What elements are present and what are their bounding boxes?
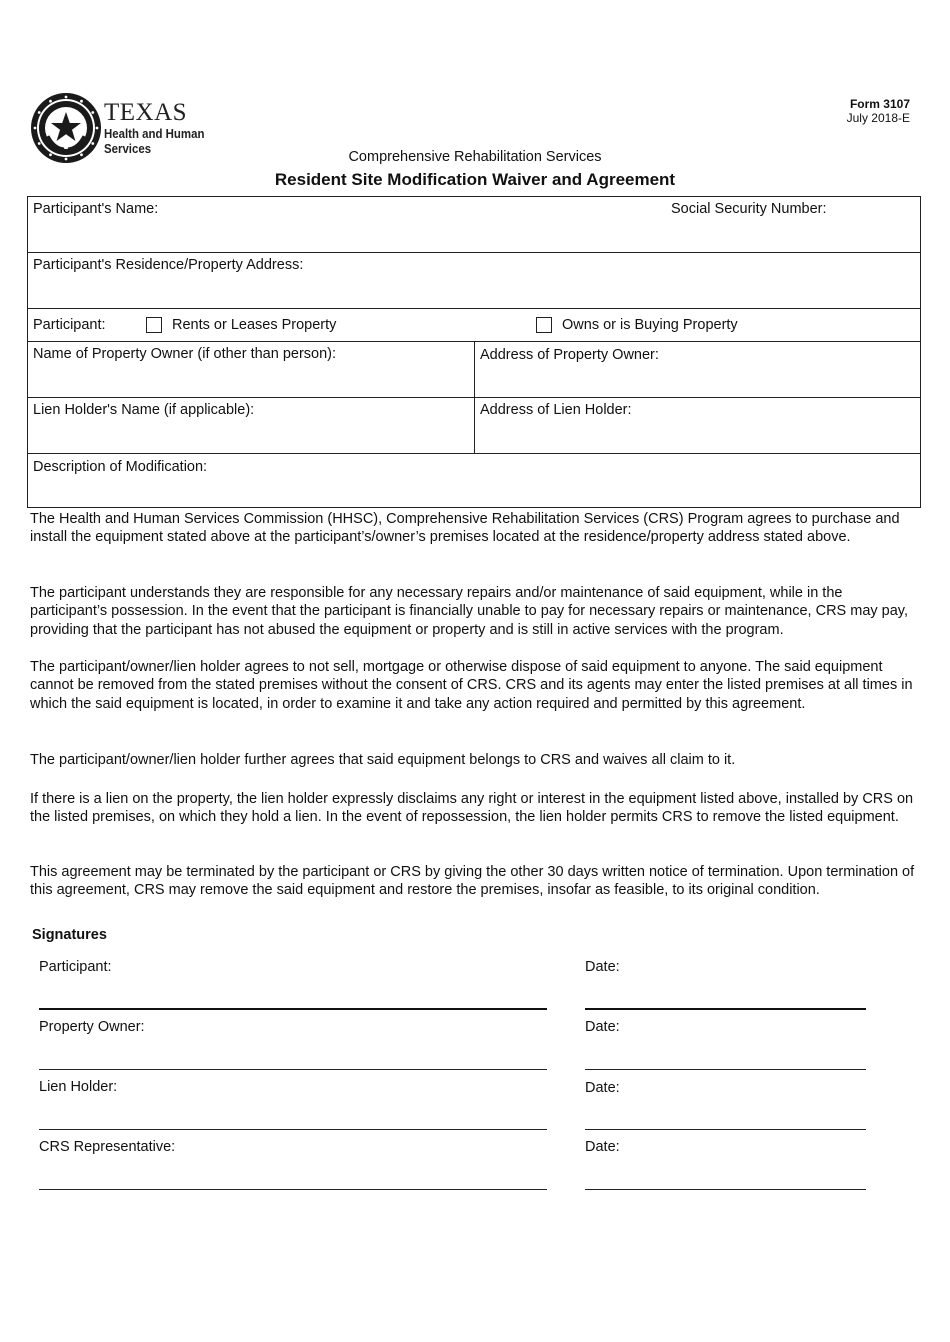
property-owner-date-line[interactable] bbox=[585, 1069, 866, 1070]
agreement-paragraph: This agreement may be terminated by the participant or CRS by giving the other 30 days written notice of termination. Upon termination of this agreement, CRS may remove the said equipment and restore the premises, insofar as feasible, to its original condition. bbox=[30, 864, 915, 899]
property-owner-signature-line[interactable] bbox=[39, 1069, 547, 1070]
lien-holder-date-label: Date: bbox=[585, 1080, 620, 1096]
agency-name: Comprehensive Rehabilitation Services bbox=[348, 149, 602, 165]
owns-checkbox[interactable] bbox=[536, 317, 552, 333]
crs-representative-signature-line[interactable] bbox=[39, 1189, 547, 1190]
crs-representative-date-line[interactable] bbox=[585, 1189, 866, 1190]
lien-holder-name-field[interactable]: Lien Holder's Name (if applicable): bbox=[33, 402, 255, 418]
logo-subtitle-line1: Health and Human bbox=[104, 126, 205, 141]
lien-holder-signature-line[interactable] bbox=[39, 1129, 547, 1130]
participant-status-label: Participant: bbox=[33, 317, 106, 333]
participant-info-table bbox=[27, 196, 921, 508]
page-title: Resident Site Modification Waiver and Agreement bbox=[274, 170, 676, 189]
logo-title: TEXAS bbox=[104, 99, 188, 126]
owner-address-field[interactable]: Address of Property Owner: bbox=[480, 347, 659, 363]
form-date: July 2018-E bbox=[846, 111, 910, 125]
crs-representative-date-label: Date: bbox=[585, 1139, 620, 1155]
lien-holder-date-line[interactable] bbox=[585, 1129, 866, 1130]
participant-date-label: Date: bbox=[585, 959, 620, 975]
lien-holder-signature-label: Lien Holder: bbox=[39, 1079, 118, 1095]
agreement-paragraph: The participant/owner/lien holder further agrees that said equipment belongs to CRS and waives all claim to it. bbox=[30, 752, 736, 768]
signatures-heading: Signatures bbox=[32, 927, 107, 943]
agreement-paragraph: The Health and Human Services Commission (HHSC), Comprehensive Rehabilitation Services (CRS) Program agrees to purchase and install the equipment stated above at the participant’s/owner’s premises located at the residence/property address stated above. bbox=[30, 511, 900, 546]
residence-address-field[interactable]: Participant's Residence/Property Address: bbox=[33, 257, 304, 273]
participant-name-field[interactable]: Participant's Name: bbox=[33, 201, 159, 217]
agreement-paragraph: The participant understands they are responsible for any necessary repairs and/or maintenance of said equipment, while in the participant’s possession. In the event that the participant is financially unable to pay for necessary repairs or maintenance, CRS may pay, providing that the participant has not abused the equipment or property and is still in active services with the program. bbox=[30, 585, 908, 638]
participant-signature-line[interactable] bbox=[39, 1008, 547, 1010]
agreement-paragraph: The participant/owner/lien holder agrees to not sell, mortgage or otherwise dispose of said equipment to anyone. The said equipment cannot be removed from the stated premises without the consent of CRS. CRS and its agents may enter the listed premises at all times in which the said equipment is located, in order to examine it and take any action required and permitted by this agreement. bbox=[30, 659, 913, 712]
owns-label: Owns or is Buying Property bbox=[562, 317, 738, 333]
participant-signature-label: Participant: bbox=[39, 959, 112, 975]
participant-date-line[interactable] bbox=[585, 1008, 866, 1010]
logo-subtitle-line2: Services bbox=[104, 141, 152, 156]
property-owner-signature-label: Property Owner: bbox=[39, 1019, 145, 1035]
rents-checkbox[interactable] bbox=[146, 317, 162, 333]
owner-name-field[interactable]: Name of Property Owner (if other than person): bbox=[33, 346, 337, 362]
agreement-paragraph: If there is a lien on the property, the lien holder expressly disclaims any right or interest in the equipment listed above, installed by CRS on the listed premises, on which they hold a lien. In the event of repossession, the lien holder permits CRS to remove the listed equipment. bbox=[30, 791, 914, 826]
ssn-field[interactable]: Social Security Number: bbox=[671, 201, 827, 217]
lien-holder-address-field[interactable]: Address of Lien Holder: bbox=[480, 402, 632, 418]
crs-representative-signature-label: CRS Representative: bbox=[39, 1139, 176, 1155]
form-number-block bbox=[847, 97, 910, 125]
form-number: Form 3107 bbox=[849, 97, 910, 111]
rents-label: Rents or Leases Property bbox=[172, 317, 337, 333]
property-owner-date-label: Date: bbox=[585, 1019, 620, 1035]
modification-description-field[interactable]: Description of Modification: bbox=[33, 459, 208, 475]
